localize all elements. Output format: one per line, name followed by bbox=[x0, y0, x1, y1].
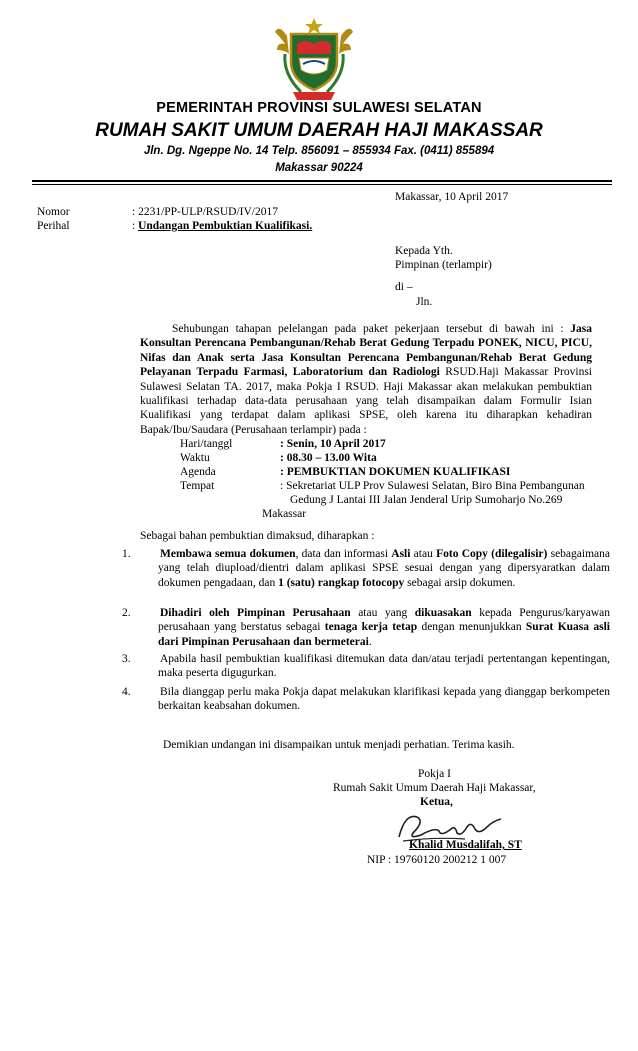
requirement-item-3: 3. Apabila hasil pembuktian kualifikasi ditemukan data dan/atau terjadi pertentangan kepentingan, maka peserta digugurkan. bbox=[122, 653, 610, 680]
letterhead-government: PEMERINTAH PROVINSI SULAWESI SELATAN bbox=[156, 100, 482, 116]
intro-text-a: Sehubungan tahapan pelelangan pada paket pekerjaan tersebut di bawah ini : bbox=[172, 323, 571, 335]
intro-project-names: Jasa Konsultan Perencana Pembangunan/Rehab Berat Gedung Terpadu PONEK, NICU, PICU, Nifas dan Anak serta Jasa Konsultan Perencana Pembangunan/Rehab Berat Gedung Pelayanan Terpadu Farmasi, Laboratorium dan Radiologi bbox=[140, 323, 592, 379]
schedule-place-line3: Makassar bbox=[262, 508, 307, 520]
signatory-role: Ketua, bbox=[420, 796, 453, 808]
signatory-organization: Rumah Sakit Umum Daerah Haji Makassar, bbox=[333, 782, 536, 794]
province-emblem-logo bbox=[273, 14, 355, 104]
item-number: 4. bbox=[122, 686, 131, 698]
schedule-label-place: Tempat bbox=[180, 480, 215, 492]
item-number: 1. bbox=[122, 548, 131, 560]
recipient-salutation: Kepada Yth. bbox=[395, 245, 453, 257]
letterhead-divider-thick bbox=[32, 180, 612, 182]
perihal-value: Undangan Pembuktian Kualifikasi. bbox=[138, 220, 313, 232]
intro-paragraph bbox=[140, 322, 592, 437]
schedule-label-time: Waktu bbox=[180, 452, 210, 464]
requirement-item-1: 1. Membawa semua dokumen, data dan informasi Asli atau Foto Copy (dilegalisir) sebagaimana yang telah diupload/dientri dalam aplikasi SPSE sesuai dengan yang dipersyaratkan dalam dokumen pengadaan, dan 1 (satu) rangkap fotocopy sebagai arsip dokumen. bbox=[122, 548, 610, 589]
schedule-label-agenda: Agenda bbox=[180, 466, 216, 478]
schedule-value-agenda: : PEMBUKTIAN DOKUMEN KUALIFIKASI bbox=[280, 466, 511, 478]
signatory-committee: Pokja I bbox=[418, 768, 451, 780]
signatory-nip: NIP : 19760120 200212 1 007 bbox=[367, 854, 507, 866]
closing-sentence: Demikian undangan ini disampaikan untuk menjadi perhatian. Terima kasih. bbox=[163, 739, 515, 751]
schedule-label-date: Hari/tanggl bbox=[180, 438, 233, 450]
perihal-label: Perihal bbox=[37, 220, 70, 232]
item-number: 3. bbox=[122, 653, 131, 665]
letterhead-city: Makassar 90224 bbox=[275, 162, 363, 174]
intro-text-c: RSUD.Haji Makassar Provinsi Sulawesi Selatan TA. 2017, maka Pokja I RSUD. Haji Makassar akan melakukan pembuktian kualifikasi terhadap data-data perusahaan yang telah disampaikan dalam Formulir Isian Kualifikasi yang terdapat dalam aplikasi SPSE, oleh karena itu diharapkan kehadiran Bapak/Ibu/Saudara (Perusahaan terlampir) pada : bbox=[140, 366, 592, 436]
schedule-value-date: : Senin, 10 April 2017 bbox=[280, 438, 386, 450]
schedule-place-line2: Gedung J Lantai III Jalan Jenderal Urip Sumoharjo No.269 bbox=[290, 494, 563, 506]
recipient-name: Pimpinan (terlampir) bbox=[395, 259, 492, 271]
letterhead-hospital-name: RUMAH SAKIT UMUM DAERAH HAJI MAKASSAR bbox=[95, 120, 543, 141]
requirement-item-4: 4. Bila dianggap perlu maka Pokja dapat melakukan klarifikasi kepada yang dianggap berkompeten berkaitan keabsahan dokumen. bbox=[122, 686, 610, 713]
place-date: Makassar, 10 April 2017 bbox=[395, 191, 509, 203]
requirement-item-2: 2. Dihadiri oleh Pimpinan Perusahaan atau yang dikuasakan kepada Pengurus/karyawan perusahaan yang berstatus sebagai tenaga kerja tetap dengan menunjukkan Surat Kuasa asli dari Pimpinan Perusahaan dan bermeterai. bbox=[122, 607, 610, 648]
letterhead-address: Jln. Dg. Ngeppe No. 14 Telp. 856091 – 855934 Fax. (0411) 855894 bbox=[143, 145, 495, 157]
letterhead-divider-thin bbox=[32, 184, 612, 185]
item-number: 2. bbox=[122, 607, 131, 619]
schedule-value-time: : 08.30 – 13.00 Wita bbox=[280, 452, 377, 464]
perihal-line bbox=[132, 219, 312, 233]
recipient-address: Jln. bbox=[416, 296, 433, 308]
schedule-value-place: : Sekretariat ULP Prov Sulawesi Selatan, Biro Bina Pembangunan bbox=[280, 480, 585, 492]
nomor-value: : 2231/PP-ULP/RSUD/IV/2017 bbox=[132, 206, 279, 218]
requirements-lead: Sebagai bahan pembuktian dimaksud, diharapkan : bbox=[140, 530, 375, 542]
nomor-label: Nomor bbox=[37, 206, 70, 218]
signatory-name: Khalid Musdalifah, ST bbox=[409, 839, 522, 851]
perihal-colon: : bbox=[132, 220, 139, 232]
recipient-di: di – bbox=[395, 281, 413, 293]
